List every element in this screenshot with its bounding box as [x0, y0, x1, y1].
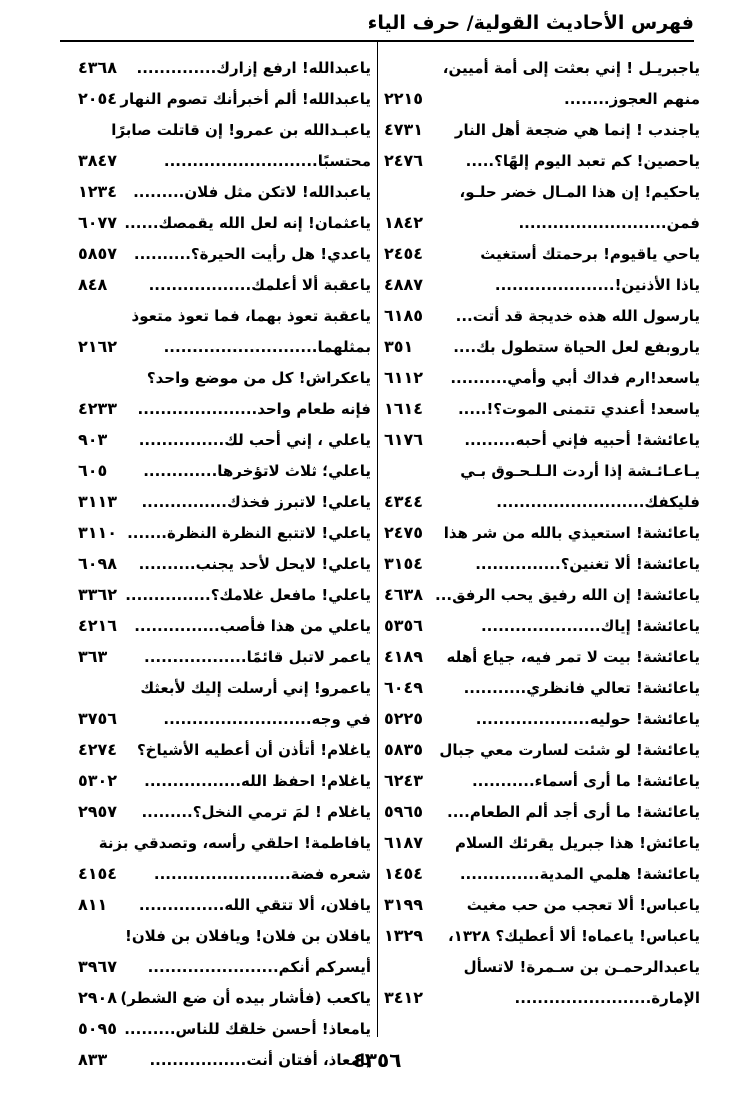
entry-number: ٤٨٨٧: [384, 275, 424, 294]
entry-text: ياعبدالله! ألم أخبرأنك تصوم النهار: [120, 90, 371, 108]
index-entry-row: [76, 176, 371, 207]
index-entry-row: [382, 207, 700, 238]
entry-text: منهم العجوز........: [564, 90, 700, 108]
right-column: [382, 52, 700, 1013]
index-entry-row: [382, 765, 700, 796]
entry-number: ٤٢١٦: [78, 616, 118, 635]
index-entry-row: [76, 486, 371, 517]
entry-number: ٣١١٣: [78, 492, 118, 511]
entry-text: ياعائشة! حوليه....................: [475, 710, 700, 728]
entry-number: ٦١٨٥: [384, 306, 424, 325]
entry-number: ٨٣٣: [78, 1050, 108, 1069]
entry-text: ياجبريـل ! إني بعثت إلى أمة أميين،: [442, 59, 700, 77]
index-entry-row: [382, 641, 700, 672]
entry-text: فمن..........................: [518, 214, 700, 232]
entry-number: ٣٨٤٧: [78, 151, 118, 170]
entry-number: ٤١٥٤: [78, 864, 118, 883]
index-entry-row: [382, 83, 700, 114]
entry-text: ياعمر لاتبل قائمًا..................: [144, 648, 371, 666]
index-entry-row: [382, 610, 700, 641]
entry-number: ٣١١٠: [78, 523, 118, 542]
index-entry-row: [76, 672, 371, 703]
entry-text: محتسبًا...........................: [163, 152, 371, 170]
entry-text: يـاعـائـشة إذا أردت الـلـحـوق بـي: [460, 462, 700, 480]
entry-number: ٣٤١٢: [384, 988, 424, 1007]
index-entry-row: [76, 765, 371, 796]
entry-number: ٣٩٦٧: [78, 957, 118, 976]
entry-text: يافلان، ألا تتقي الله...............: [138, 896, 371, 914]
index-entry-row: [382, 486, 700, 517]
entry-text: ياعقبة تعوذ بهما، فما تعوذ متعوذ: [131, 307, 371, 325]
index-entry-row: [76, 52, 371, 83]
index-entry-row: [382, 982, 700, 1013]
entry-number: ٥٠٩٥: [78, 1019, 118, 1038]
index-entry-row: [76, 920, 371, 951]
entry-number: ٦١٨٧: [384, 833, 424, 852]
entry-number: ٩٠٣: [78, 430, 108, 449]
entry-number: ٤٢٣٣: [78, 399, 118, 418]
entry-text: ياعلي من هذا فأصب...............: [134, 617, 371, 635]
entry-text: ياعدي! هل رأيت الحيرة؟..........: [133, 245, 371, 263]
index-entry-row: [76, 207, 371, 238]
entry-text: ياروبفع لعل الحياة ستطول بك....: [453, 338, 700, 356]
entry-number: ٦٠٤٩: [384, 678, 424, 697]
entry-text: ياعائشة! لو شئت لسارت معي جبال: [439, 741, 700, 759]
index-entry-row: [382, 145, 700, 176]
entry-number: ٦١١٢: [384, 368, 424, 387]
index-entry-row: [76, 114, 371, 145]
entry-text: ياحي ياقيوم! برحمتك أستغيث: [480, 245, 700, 263]
entry-text: ياعائشة! ما أرى أسماء...........: [471, 772, 700, 790]
index-entry-row: [76, 889, 371, 920]
index-entry-row: [382, 548, 700, 579]
index-entry-row: [382, 672, 700, 703]
entry-number: ٥٣٠٢: [78, 771, 118, 790]
entry-text: ياعائشة! بيت لا تمر فيه، جياع أهله: [446, 648, 700, 666]
entry-number: ٥٣٥٦: [384, 616, 424, 635]
entry-text: ياعقبة ألا أعلمك..................: [148, 276, 371, 294]
index-entry-row: [382, 703, 700, 734]
index-entry-row: [382, 52, 700, 83]
index-entry-row: [76, 238, 371, 269]
index-entry-row: [382, 951, 700, 982]
entry-number: ٥٨٥٧: [78, 244, 118, 263]
entry-text: ياعبـدالله بن عمرو! إن قاتلت صابرًا: [111, 121, 371, 139]
index-entry-row: [76, 858, 371, 889]
entry-text: ياحكيم! إن هذا المـال خضر حلـو،: [459, 183, 700, 201]
index-entry-row: [382, 393, 700, 424]
page-number: ٤٣٥٦: [352, 1048, 402, 1072]
entry-text: ياعائشة! تعالي فانظري...........: [463, 679, 700, 697]
entry-number: ٦٢٤٣: [384, 771, 424, 790]
column-divider: [377, 42, 378, 1037]
index-entry-row: [382, 176, 700, 207]
entry-number: ٣٧٥٦: [78, 709, 118, 728]
index-entry-row: [382, 858, 700, 889]
entry-text: ياعلي؛ ثلاث لاتؤخرها.............: [143, 462, 371, 480]
entry-number: ١٢٣٤: [78, 182, 118, 201]
entry-text: ياعائشة! هلمي المدية..............: [459, 865, 700, 883]
entry-text: ياعلي! لاتبرز فخذك...............: [141, 493, 371, 511]
entry-number: ٢٤٧٦: [384, 151, 424, 170]
entry-text: ياعبدالله! لاتكن مثل فلان.........: [133, 183, 371, 201]
entry-number: ٢٤٥٤: [384, 244, 424, 263]
entry-text: ياغلام! احفظ الله.................: [144, 772, 371, 790]
entry-number: ٢٢١٥: [384, 89, 424, 108]
entry-text: ياعلي! لاتتبع النظرة النظرة.......: [127, 524, 371, 542]
entry-number: ٦٠٥: [78, 461, 108, 480]
entry-number: ٣١٩٩: [384, 895, 424, 914]
entry-text: ياعائشة! أحبيه فإني أحبه.........: [464, 431, 700, 449]
index-entry-row: [382, 269, 700, 300]
index-entry-row: [76, 455, 371, 486]
index-entry-row: [76, 331, 371, 362]
entry-number: ٣٦٣: [78, 647, 108, 666]
index-entry-row: [382, 734, 700, 765]
entry-text: يارسول الله هذه خديجة قد أتت...: [455, 307, 700, 325]
entry-text: ياعائش! هذا جبريل يقرئك السلام: [455, 834, 700, 852]
entry-text: ياعبدالرحمـن بن سـمرة! لاتسأل: [463, 958, 700, 976]
index-entry-row: [76, 145, 371, 176]
entry-text: ياعباس! ألا تعجب من حب مغيث: [466, 896, 700, 914]
index-entry-row: [76, 548, 371, 579]
entry-number: ٤٣٤٤: [384, 492, 424, 511]
entry-text: ياعائشة! استعيذي بالله من شر هذا: [443, 524, 700, 542]
entry-number: ٦٠٧٧: [78, 213, 118, 232]
index-entry-row: [76, 734, 371, 765]
index-entry-row: [76, 393, 371, 424]
entry-number: ٢١٦٢: [78, 337, 118, 356]
index-entry-row: [76, 424, 371, 455]
entry-text: ياسعد! أعندي تتمنى الموت؟!.....: [457, 400, 700, 418]
index-entry-row: [382, 889, 700, 920]
entry-number: ٢٩٠٨: [78, 988, 118, 1007]
entry-text: يافاطمة! احلقي رأسه، وتصدقي بزنة: [98, 834, 371, 852]
entry-number: ٦٠٩٨: [78, 554, 118, 573]
entry-text: بمثلهما...........................: [163, 338, 371, 356]
entry-number: ٣٥١: [384, 337, 414, 356]
index-entry-row: [76, 362, 371, 393]
entry-number: ١٦١٤: [384, 399, 424, 418]
index-entry-row: [382, 796, 700, 827]
entry-text: في وجه..........................: [163, 710, 371, 728]
entry-number: ٥٨٣٥: [384, 740, 424, 759]
index-entry-row: [382, 114, 700, 145]
entry-text: ياعائشة! ما أرى أجد ألم الطعام....: [447, 803, 700, 821]
entry-number: ١٣٢٩: [384, 926, 424, 945]
index-entry-row: [76, 796, 371, 827]
entry-text: ياحصين! كم تعبد اليوم إلهًا؟.....: [465, 152, 700, 170]
index-entry-row: [76, 83, 371, 114]
entry-text: ياعثمان! إنه لعل الله يقمصك......: [124, 214, 371, 232]
entry-number: ٢٠٥٤: [78, 89, 118, 108]
entry-text: ياسعد!ارم فداك أبي وأمي..........: [450, 369, 700, 387]
index-entry-row: [76, 827, 371, 858]
entry-text: ياعمرو! إني أرسلت إليك لأبعثك: [140, 679, 371, 697]
entry-number: ٢٤٧٥: [384, 523, 424, 542]
entry-text: ياعلي! مافعل غلامك؟...............: [125, 586, 371, 604]
index-entry-row: [382, 331, 700, 362]
index-entry-row: [76, 703, 371, 734]
index-entry-row: [382, 362, 700, 393]
entry-text: الإمارة........................: [514, 989, 700, 1007]
entry-number: ٤٦٣٨: [384, 585, 424, 604]
index-entry-row: [382, 827, 700, 858]
entry-number: ٤١٨٩: [384, 647, 424, 666]
entry-text: ياغلام! أتأذن أن أعطيه الأشياخ؟: [136, 741, 371, 759]
index-entry-row: [76, 1013, 371, 1044]
entry-text: ياغلام ! لمَ ترمي النخل؟.........: [141, 803, 371, 821]
entry-text: أيسركم أنكم.......................: [147, 958, 371, 976]
entry-text: فإنه طعام واحد.....................: [137, 400, 371, 418]
entry-text: شعره فضة........................: [153, 865, 371, 883]
entry-text: ياكعب (فأشار بيده أن ضع الشطر): [120, 989, 371, 1007]
entry-number: ١٤٥٤: [384, 864, 424, 883]
index-entry-row: [382, 424, 700, 455]
entry-number: ٥٩٦٥: [384, 802, 424, 821]
entry-text: فليكفك..........................: [496, 493, 700, 511]
entry-number: ١٨٤٢: [384, 213, 424, 232]
entry-text: ياجندب ! إنما هي ضجعة أهل النار: [454, 121, 700, 139]
entry-number: ٤٢٧٤: [78, 740, 118, 759]
entry-number: ٣١٥٤: [384, 554, 424, 573]
entry-text: ياعلي! لايحل لأحد يجنب..........: [138, 555, 371, 573]
index-entry-row: [382, 920, 700, 951]
entry-number: ٢٩٥٧: [78, 802, 118, 821]
entry-text: ياعباس! ياعماه! ألا أعطيك؟ ١٣٢٨،: [447, 927, 700, 945]
entry-text: ياعكراش! كل من موضع واحد؟: [146, 369, 371, 387]
entry-text: يافلان بن فلان! ويافلان بن فلان!: [125, 927, 371, 945]
page-header: [60, 0, 694, 42]
entry-text: يامعاذ! أحسن خلقك للناس.........: [124, 1020, 371, 1038]
entry-number: ٤٣٦٨: [78, 58, 118, 77]
entry-number: ٣٣٦٢: [78, 585, 118, 604]
left-column: [76, 52, 371, 1075]
entry-number: ٨١١: [78, 895, 108, 914]
entry-number: ٥٢٢٥: [384, 709, 424, 728]
index-entry-row: [382, 579, 700, 610]
entry-text: ياذا الأذنين!.....................: [494, 276, 700, 294]
entry-number: ٦١٧٦: [384, 430, 424, 449]
index-entry-row: [382, 455, 700, 486]
index-entry-row: [76, 951, 371, 982]
entry-number: ٤٧٣١: [384, 120, 424, 139]
index-entry-row: [382, 300, 700, 331]
index-entry-row: [382, 517, 700, 548]
index-entry-row: [76, 300, 371, 331]
index-entry-row: [76, 517, 371, 548]
entry-text: ياعبدالله! ارفع إزارك..............: [136, 59, 371, 77]
page-title: فهرس الأحاديث القولية/ حرف الياء: [367, 12, 694, 34]
index-entry-row: [76, 269, 371, 300]
index-entry-row: [76, 610, 371, 641]
index-entry-row: [76, 641, 371, 672]
entry-number: ٨٤٨: [78, 275, 108, 294]
entry-text: ياعائشة! إياك.....................: [480, 617, 700, 635]
entry-text: ياعائشة! إن الله رفيق يحب الرفق...: [435, 586, 700, 604]
index-entry-row: [76, 579, 371, 610]
entry-text: ياعلي ، إني أحب لك...............: [138, 431, 371, 449]
index-entry-row: [76, 982, 371, 1013]
entry-text: ياعائشة! ألا تغنين؟...............: [475, 555, 700, 573]
entry-text: يامعاذ، أفتان أنت.................: [149, 1051, 371, 1069]
index-entry-row: [382, 238, 700, 269]
